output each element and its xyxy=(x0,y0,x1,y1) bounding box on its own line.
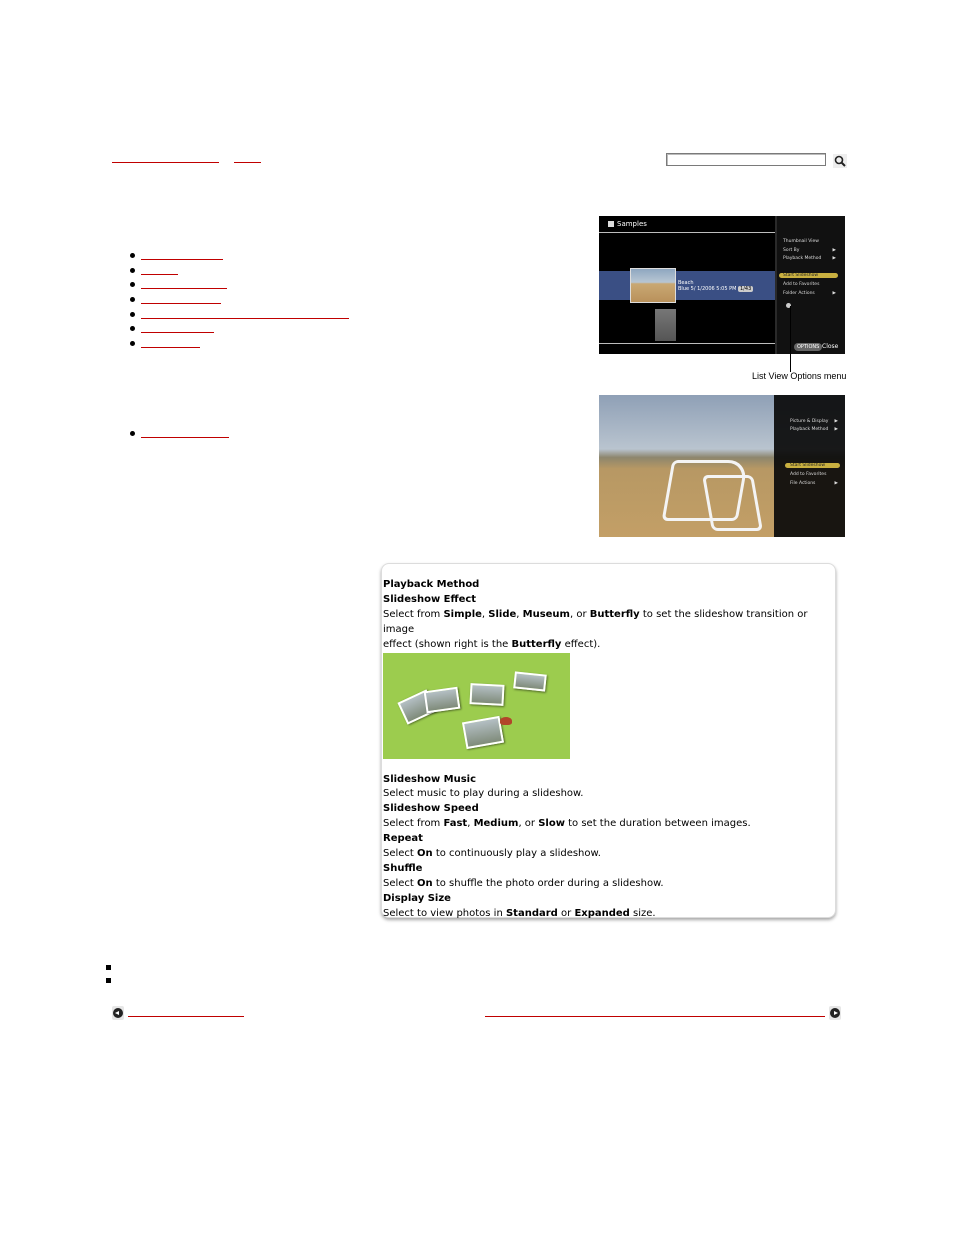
list-item[interactable] xyxy=(128,428,229,443)
next-page-nav[interactable] xyxy=(485,1006,841,1020)
callout-line xyxy=(790,306,791,372)
link-list-1 xyxy=(128,250,349,353)
menu-item-selected: Start Slideshow xyxy=(779,273,838,278)
list-view-screenshot xyxy=(599,216,845,354)
search-button[interactable] xyxy=(833,153,847,167)
photo-thumbnail xyxy=(655,309,676,341)
list-item[interactable] xyxy=(128,279,349,294)
beach-chair-image xyxy=(702,475,763,531)
menu-divider xyxy=(775,216,777,354)
item-title: Slideshow Effect xyxy=(383,593,477,605)
item-description: Select On to shuffle the photo order during a slideshow. xyxy=(383,877,664,889)
photo-thumbnail xyxy=(630,268,676,303)
menu-item: Picture & Display ▶ xyxy=(790,419,838,424)
list-item[interactable] xyxy=(128,338,349,353)
item-title: Display Size xyxy=(383,892,451,904)
options-button-label: OPTIONS xyxy=(794,343,822,351)
list-item[interactable] xyxy=(128,265,349,280)
item-description: effect (shown right is the Butterfly effect). xyxy=(383,638,601,650)
butterfly-effect-image xyxy=(383,653,570,759)
list-item[interactable] xyxy=(128,309,349,324)
menu-item: Playback Method ▶ xyxy=(790,427,838,432)
section-title: Playback Method xyxy=(383,579,480,590)
photo-view-screenshot xyxy=(599,395,845,537)
close-label: Close xyxy=(822,343,839,350)
search-box xyxy=(666,153,847,172)
list-item[interactable] xyxy=(128,323,349,338)
menu-item: Folder Actions ▶ xyxy=(783,291,836,296)
list-item[interactable] xyxy=(128,294,349,309)
home-icon xyxy=(608,221,614,227)
bullet-square xyxy=(106,965,111,970)
item-title: Slideshow Music xyxy=(383,773,477,785)
playback-method-info xyxy=(381,563,836,918)
search-input[interactable] xyxy=(666,153,826,166)
previous-page-link[interactable] xyxy=(128,1006,244,1019)
menu-item: Sort By ▶ xyxy=(783,248,836,253)
options-menu xyxy=(775,216,845,354)
menu-item-selected: Start Slideshow xyxy=(785,463,840,468)
search-icon xyxy=(833,154,847,168)
breadcrumb-link-1[interactable] xyxy=(112,153,219,166)
item-description: Select music to play during a slideshow. xyxy=(383,788,584,800)
item-description: Select On to continuously play a slideshow. xyxy=(383,848,601,860)
menu-item: File Actions ▶ xyxy=(790,481,838,486)
breadcrumb-link-2[interactable] xyxy=(234,153,261,166)
item-description: Select from Fast, Medium, or Slow to set the duration between images. xyxy=(383,818,751,830)
item-title: Shuffle xyxy=(383,862,423,874)
next-page-link[interactable] xyxy=(485,1006,825,1019)
bullet-square xyxy=(106,978,111,983)
screen-title: Samples xyxy=(608,220,647,228)
previous-arrow-icon[interactable] xyxy=(112,1006,124,1020)
divider xyxy=(599,343,777,344)
item-title: Slideshow Speed xyxy=(383,803,479,815)
photo-card xyxy=(469,683,504,706)
menu-item: Add to Favorites xyxy=(790,472,827,477)
photo-card xyxy=(462,715,504,748)
item-description: Select from Simple, Slide, Museum, or Butterfly to set the slideshow transition or image xyxy=(383,608,808,635)
item-title: Repeat xyxy=(383,833,423,845)
options-menu xyxy=(774,395,845,537)
screenshot-caption: List View Options menu xyxy=(752,371,847,381)
row-info: Beach Blue 5/ 1/2006 5:05 PM 1/43 xyxy=(678,280,752,292)
divider xyxy=(599,232,777,233)
next-arrow-icon[interactable] xyxy=(829,1006,841,1020)
breadcrumb xyxy=(112,153,261,166)
photo-card xyxy=(513,671,547,691)
butterfly-icon xyxy=(500,717,512,725)
photo-card xyxy=(424,686,461,713)
link-list-2 xyxy=(128,428,229,443)
list-item[interactable] xyxy=(128,250,349,265)
menu-item: Thumbnail View xyxy=(783,239,819,244)
item-description: Select to view photos in Standard or Expanded size. xyxy=(383,907,656,919)
menu-item: Playback Method ▶ xyxy=(783,256,836,261)
menu-item: Add to Favorites xyxy=(783,282,820,287)
previous-page-nav[interactable] xyxy=(112,1006,244,1020)
